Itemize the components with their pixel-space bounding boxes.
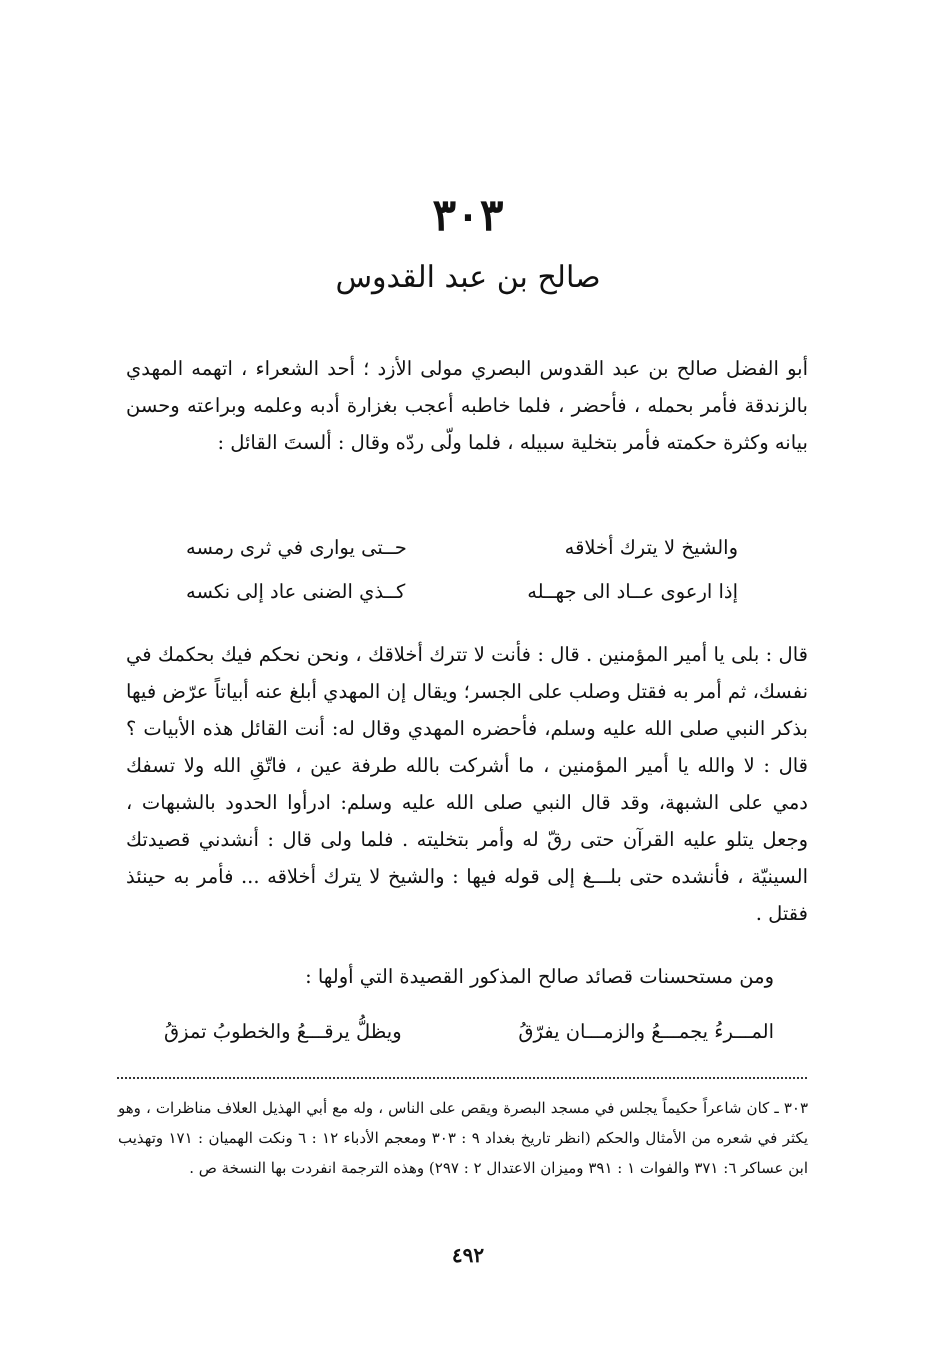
- footnote: ٣٠٣ ـ كان شاعراً حكيماً يجلس في مسجد البصرة ويقص على الناس ، وله مع أبي الهذيل العلاف مناظرات ، وهو يكثر في شعره من الأمثال والحكم (انظر تاريخ بغداد ٩ : ٣٠٣ ومعجم الأدباء ١٢ : ٦ ونكت الهميان : ١٧١ وتهذيب ابن عساكر ٦: ٣٧١ والفوات ١ : ٣٩١ وميزان الاعتدال ٢ : ٢٩٧) وهذه الترجمة انفردت بها النسخة ص .: [118, 1099, 808, 1177]
- page-number: ٤٩٢: [451, 1243, 485, 1267]
- footnote-divider: [117, 1077, 807, 1079]
- verse-second-hemistich: كــذي الضنى عاد إلى نكسه: [186, 580, 406, 603]
- verse-line: [186, 574, 738, 610]
- entry-number: ٣٠٣: [432, 190, 504, 241]
- verse-first-hemistich: إذا ارعوى عــاد الى جهــله: [527, 580, 738, 603]
- verse-first-hemistich: المـــرءُ يجمـــعُ والزمـــان يفرّقُ: [518, 1020, 774, 1043]
- poem-intro-paragraph: ومن مستحسنات قصائد صالح المذكور القصيدة التي أولها :: [305, 965, 774, 988]
- verse-second-hemistich: حــتى يوارى في ثرى رمسه: [186, 536, 407, 559]
- verse-second-hemistich: ويظلُّ يرقـــعُ والخطوبُ تمزقُ: [164, 1020, 402, 1043]
- verse-first-hemistich: والشيخ لا يترك أخلاقه: [564, 536, 738, 559]
- verse-line: [186, 530, 738, 566]
- poem-verse-line: [164, 1014, 774, 1050]
- main-paragraph: قال : بلى يا أمير المؤمنين . قال : فأنت لا تترك أخلاقك ، ونحن نحكم فيك بحكمك في نفسك، ثم أمر به فقتل وصلب على الجسر؛ ويقال إن المهدي أبلغ عنه أبياتاً عرّض فيها بذكر النبي صلى الله عليه وسلم، فأحضره المهدي وقال له: أنت القائل هذه الأبيات ؟ قال : لا والله يا أمير المؤمنين ، ما أشركت بالله طرفة عين ، فاتّقِ الله ولا تسفك دمي على الشبهة، وقد قال النبي صلى الله عليه وسلم: ادرأوا الحدود بالشبهات ، وجعل يتلو عليه القرآن حتى رقّ له وأمر بتخليته . فلما ولى قال : أنشدني قصيدتك السينيّة ، فأنشده حتى بلـــغ إلى قوله فيها : والشيخ لا يترك أخلاقه ... فأمر به حينئذ فقتل .: [126, 643, 808, 925]
- entry-title: صالح بن عبد القدوس: [335, 260, 601, 295]
- intro-paragraph: أبو الفضل صالح بن عبد القدوس البصري مولى الأزد ؛ أحد الشعراء ، اتهمه المهدي بالزندقة فأمر بحمله ، فأحضر ، فلما خاطبه أعجب بغزارة أدبه وعلمه وبراعته وحسن بيانه وكثرة حكمته فأمر بتخلية سبيله ، فلما ولّى ردّه وقال : ألستَ القائل :: [126, 357, 808, 454]
